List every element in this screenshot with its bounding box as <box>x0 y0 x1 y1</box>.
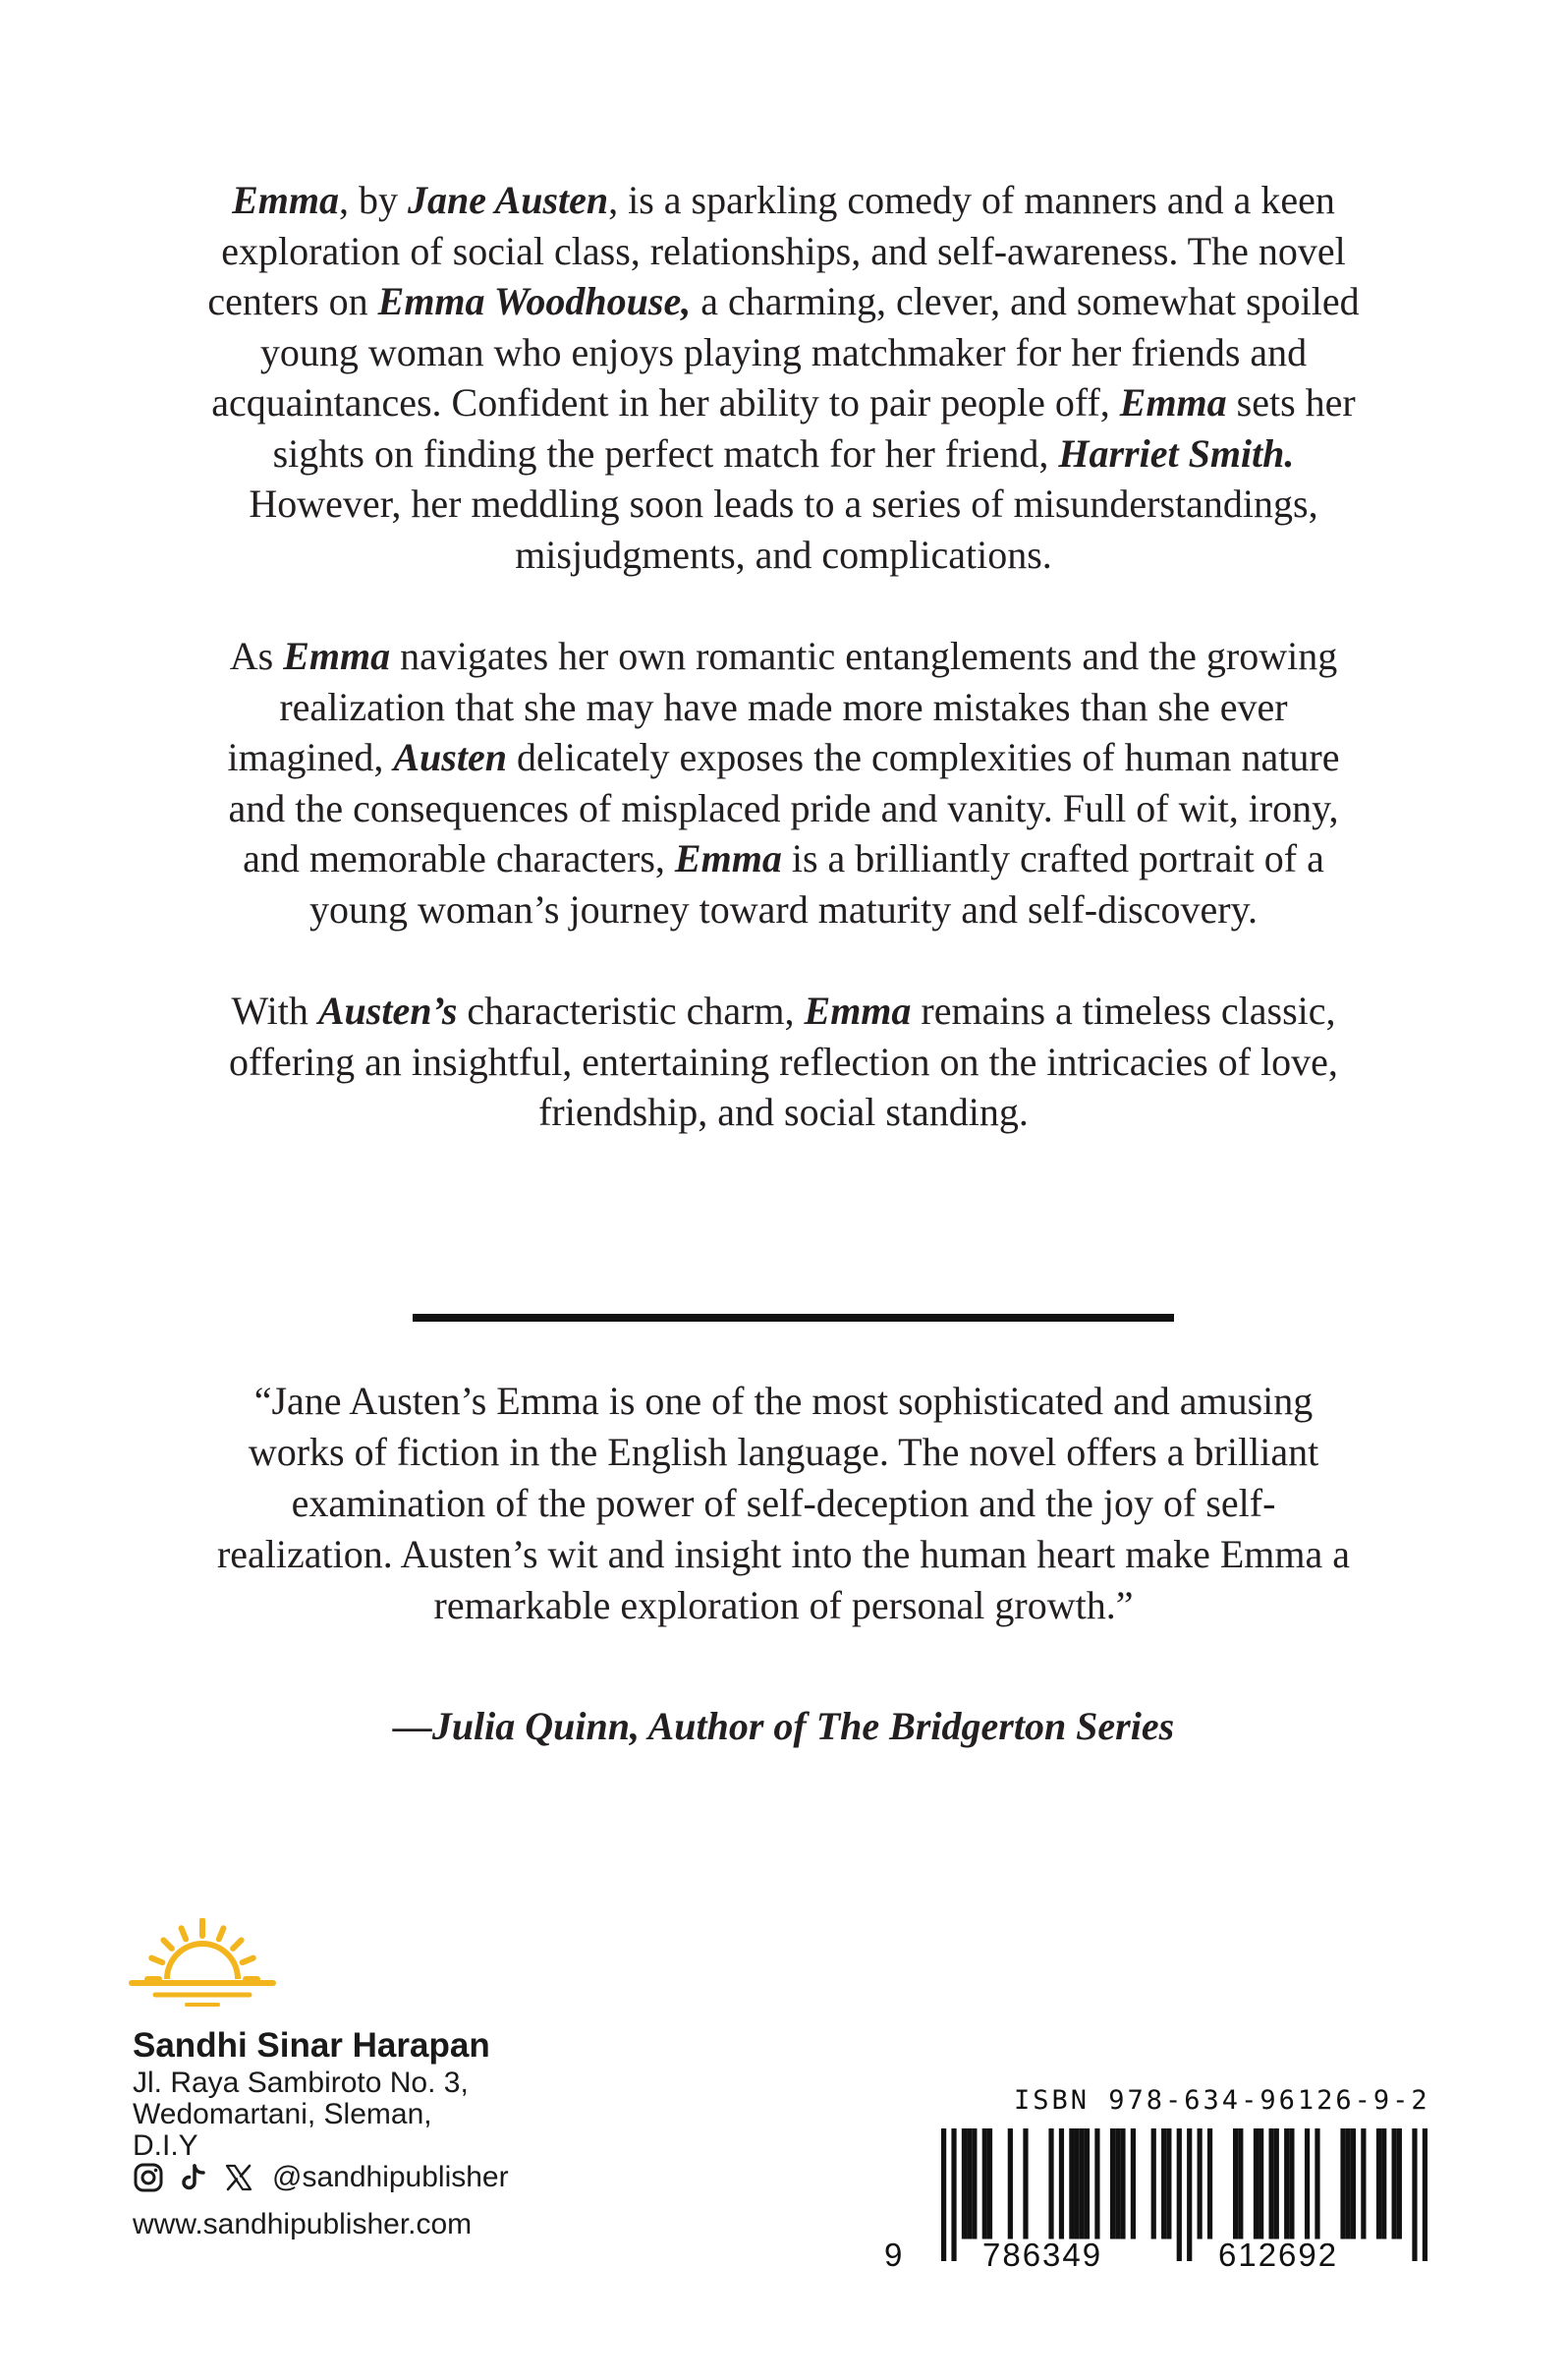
barcode-bar <box>1274 2128 1279 2239</box>
barcode-bar <box>1284 2128 1289 2239</box>
barcode-bar <box>1397 2128 1402 2239</box>
barcode-bar <box>1346 2128 1351 2239</box>
barcode-bar <box>1074 2128 1079 2239</box>
barcode-bar <box>987 2128 992 2239</box>
barcode-bar <box>1059 2128 1064 2239</box>
emphasis: Emma <box>804 989 912 1033</box>
sun-ray <box>233 1940 241 1948</box>
instagram-icon[interactable] <box>133 2162 164 2193</box>
barcode-bar <box>972 2128 977 2239</box>
publisher-name: Sandhi Sinar Harapan <box>133 2026 490 2065</box>
barcode-bar <box>1131 2128 1136 2239</box>
address-line: Wedomartani, Sleman, <box>133 2098 432 2130</box>
barcode-bar <box>1151 2128 1156 2239</box>
social-handle[interactable]: @sandhipublisher <box>272 2161 509 2193</box>
barcode-bar <box>941 2128 946 2261</box>
barcode-bar <box>1289 2128 1294 2239</box>
barcode-bar <box>962 2128 967 2239</box>
emphasis: Austen <box>393 735 507 779</box>
emphasis: Emma <box>232 178 339 222</box>
barcode-bar <box>967 2128 972 2239</box>
social-links <box>133 2160 509 2195</box>
barcode-bar <box>1315 2128 1319 2239</box>
barcode-bar <box>1268 2128 1273 2239</box>
address-line: Jl. Raya Sambiroto No. 3, <box>133 2067 469 2099</box>
barcode-bar <box>1069 2128 1074 2239</box>
barcode-bar <box>982 2128 987 2239</box>
barcode-bar <box>1023 2128 1028 2239</box>
barcode-bar <box>1080 2128 1085 2239</box>
barcode-digits-right: 612692 <box>1218 2237 1339 2273</box>
emphasis: Austen’s <box>317 989 458 1033</box>
barcode-bar <box>1207 2128 1212 2239</box>
barcode-bar <box>1198 2128 1203 2239</box>
barcode-bar <box>1120 2128 1125 2239</box>
barcode-bar <box>1161 2128 1166 2239</box>
barcode-bar <box>1392 2128 1397 2239</box>
sun-ray <box>151 1958 162 1963</box>
barcode-bar <box>1008 2128 1013 2239</box>
barcode-bar <box>1412 2128 1417 2261</box>
publisher-address <box>133 2068 585 2162</box>
barcode-bar <box>1085 2128 1090 2239</box>
address-line: D.I.Y <box>133 2129 198 2162</box>
emphasis: Emma <box>674 836 782 880</box>
barcode-bar <box>1048 2128 1053 2239</box>
barcode-bar <box>1381 2128 1386 2239</box>
barcode-bar <box>1166 2128 1171 2239</box>
x-icon[interactable] <box>223 2162 254 2193</box>
barcode-bar <box>1376 2128 1381 2239</box>
sun-ray <box>163 1940 171 1948</box>
publisher-website[interactable]: www.sandhipublisher.com <box>133 2208 473 2240</box>
book-blurb <box>196 175 1371 1138</box>
barcode-bar <box>951 2128 956 2261</box>
barcode-bar <box>1110 2128 1115 2239</box>
emphasis: Emma Woodhouse, <box>377 279 692 323</box>
barcode-bar <box>1094 2128 1099 2239</box>
barcode-bar <box>1238 2128 1243 2239</box>
sun-ray <box>243 1958 253 1963</box>
sun-ray <box>219 1928 224 1939</box>
endorsement-attribution: —Julia Quinn, Author of The Bridgerton Series <box>392 1704 1175 1748</box>
emphasis: Emma <box>283 634 391 678</box>
barcode-bar <box>1254 2128 1259 2239</box>
sun-ray <box>182 1928 187 1939</box>
barcode-bar <box>1115 2128 1120 2239</box>
barcode-bar <box>1361 2128 1366 2239</box>
barcode-digits-left: 786349 <box>982 2237 1103 2273</box>
barcode-bar <box>1177 2128 1182 2261</box>
tiktok-icon[interactable] <box>178 2162 209 2193</box>
barcode-digit-first: 9 <box>884 2237 905 2273</box>
divider-rule <box>413 1314 1174 1322</box>
barcode-bar <box>1305 2128 1310 2239</box>
emphasis: Jane Austen <box>408 178 609 222</box>
barcode-bar <box>1340 2128 1345 2239</box>
emphasis: Emma <box>1119 380 1227 425</box>
endorsement-quote: “Jane Austen’s Emma is one of the most sophisticated and amusing works of fiction in the English language. The novel offers a brilliant examination of the power of self-deception and the joy of self-realization. Austen’s wit and insight into the human heart make Emma a remarkable exploration of personal growth.” <box>216 1379 1351 1627</box>
barcode-bar <box>1351 2128 1356 2239</box>
isbn-label: ISBN 978-634-96126-9-2 <box>1014 2085 1430 2116</box>
blurb-paragraph-3: With Austen’s characteristic charm, Emma remains a timeless classic, offering an insightful, entertaining reflection on the intricacies of love, friendship, and social standing. <box>229 989 1338 1134</box>
barcode-bar <box>1233 2128 1238 2239</box>
blurb-paragraph-2: As Emma navigates her own romantic entanglements and the growing realization that she may have made more mistakes than she ever imagined, Austen delicately exposes the complexities of human nature and the consequences of misplaced pride and vanity. Full of wit, irony, and memorable characters, Emma is a brilliantly crafted portrait of a young woman’s journey toward maturity and self-discovery. <box>227 634 1340 932</box>
sunrise-logo-icon <box>126 1918 279 2007</box>
barcode-bar <box>1259 2128 1263 2239</box>
blurb-paragraph-1: Emma, by Jane Austen, is a sparkling comedy of manners and a keen exploration of social class, relationships, and self-awareness. The novel centers on Emma Woodhouse, a charming, clever, and somewhat spoiled young woman who enjoys playing matchmaker for her friends and acquaintances. Confident in her ability to pair people off, Emma sets her sights on finding the perfect match for her friend, Harriet Smith. However, her meddling soon leads to a series of misunderstandings, misjudgments, and complications. <box>207 178 1360 577</box>
barcode-bar <box>1423 2128 1427 2261</box>
emphasis: Harriet Smith. <box>1058 430 1295 476</box>
barcode-bar <box>1187 2128 1192 2261</box>
